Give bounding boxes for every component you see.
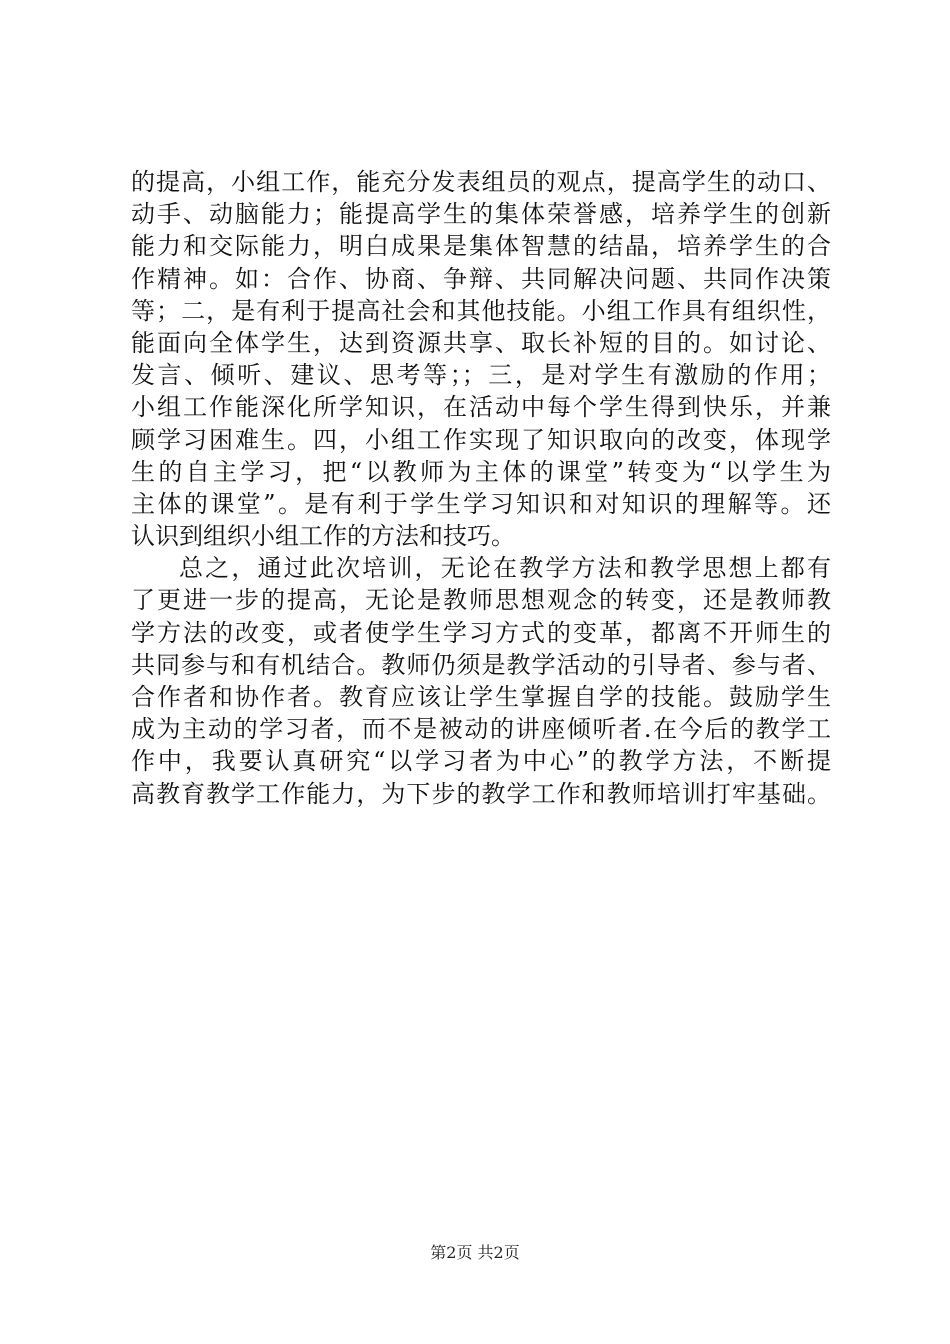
text-line: 动手、动脑能力；能提高学生的集体荣誉感，培养学生的创新	[131, 200, 831, 229]
text-line: 主体的课堂”。是有利于学生学习知识和对知识的理解等。还	[131, 489, 831, 518]
paragraph	[131, 552, 831, 810]
text-line: 总之，通过此次培训，无论在教学方法和教学思想上都有	[179, 554, 831, 583]
text-line: 了更进一步的提高，无论是教师思想观念的转变，还是教师教	[131, 586, 831, 615]
text-line: 认识到组织小组工作的方法和技巧。	[131, 522, 515, 551]
text-line: 合作者和协作者。教育应该让学生掌握自学的技能。鼓励学生	[131, 683, 831, 711]
text-line: 高教育教学工作能力，为下步的教学工作和教师培训打牢基础。	[131, 779, 831, 808]
page-footer	[0, 1242, 950, 1264]
text-line: 小组工作能深化所学知识，在活动中每个学生得到快乐，并兼	[131, 393, 831, 422]
text-line: 作精神。如：合作、协商、争辩、共同解决问题、共同作决策	[131, 264, 831, 293]
text-line: 顾学习困难生。四，小组工作实现了知识取向的改变，体现学	[131, 425, 831, 454]
text-line: 生的自主学习，把“以教师为主体的课堂”转变为“以学生为	[131, 457, 831, 486]
text-line: 能面向全体学生，达到资源共享、取长补短的目的。如讨论、	[131, 328, 831, 357]
text-line: 作中，我要认真研究“以学习者为中心”的教学方法，不断提	[131, 747, 831, 776]
text-line: 能力和交际能力，明白成果是集体智慧的结晶，培养学生的合	[131, 232, 831, 261]
page-number: 第2页 共2页	[430, 1243, 520, 1262]
text-line: 的提高，小组工作，能充分发表组员的观点，提高学生的动口、	[131, 168, 831, 196]
body-text	[131, 166, 831, 810]
text-line: 成为主动的学习者，而不是被动的讲座倾听者.在今后的教学工	[131, 715, 831, 744]
paragraph	[131, 166, 831, 552]
text-line: 学方法的改变，或者使学生学习方式的变革，都离不开师生的	[131, 618, 831, 647]
text-line: 发言、倾听、建议、思考等；；三，是对学生有激励的作用；	[131, 361, 831, 390]
text-line: 共同参与和有机结合。教师仍须是教学活动的引导者、参与者、	[131, 650, 831, 679]
text-line: 等；二，是有利于提高社会和其他技能。小组工作具有组织性，	[131, 296, 831, 325]
